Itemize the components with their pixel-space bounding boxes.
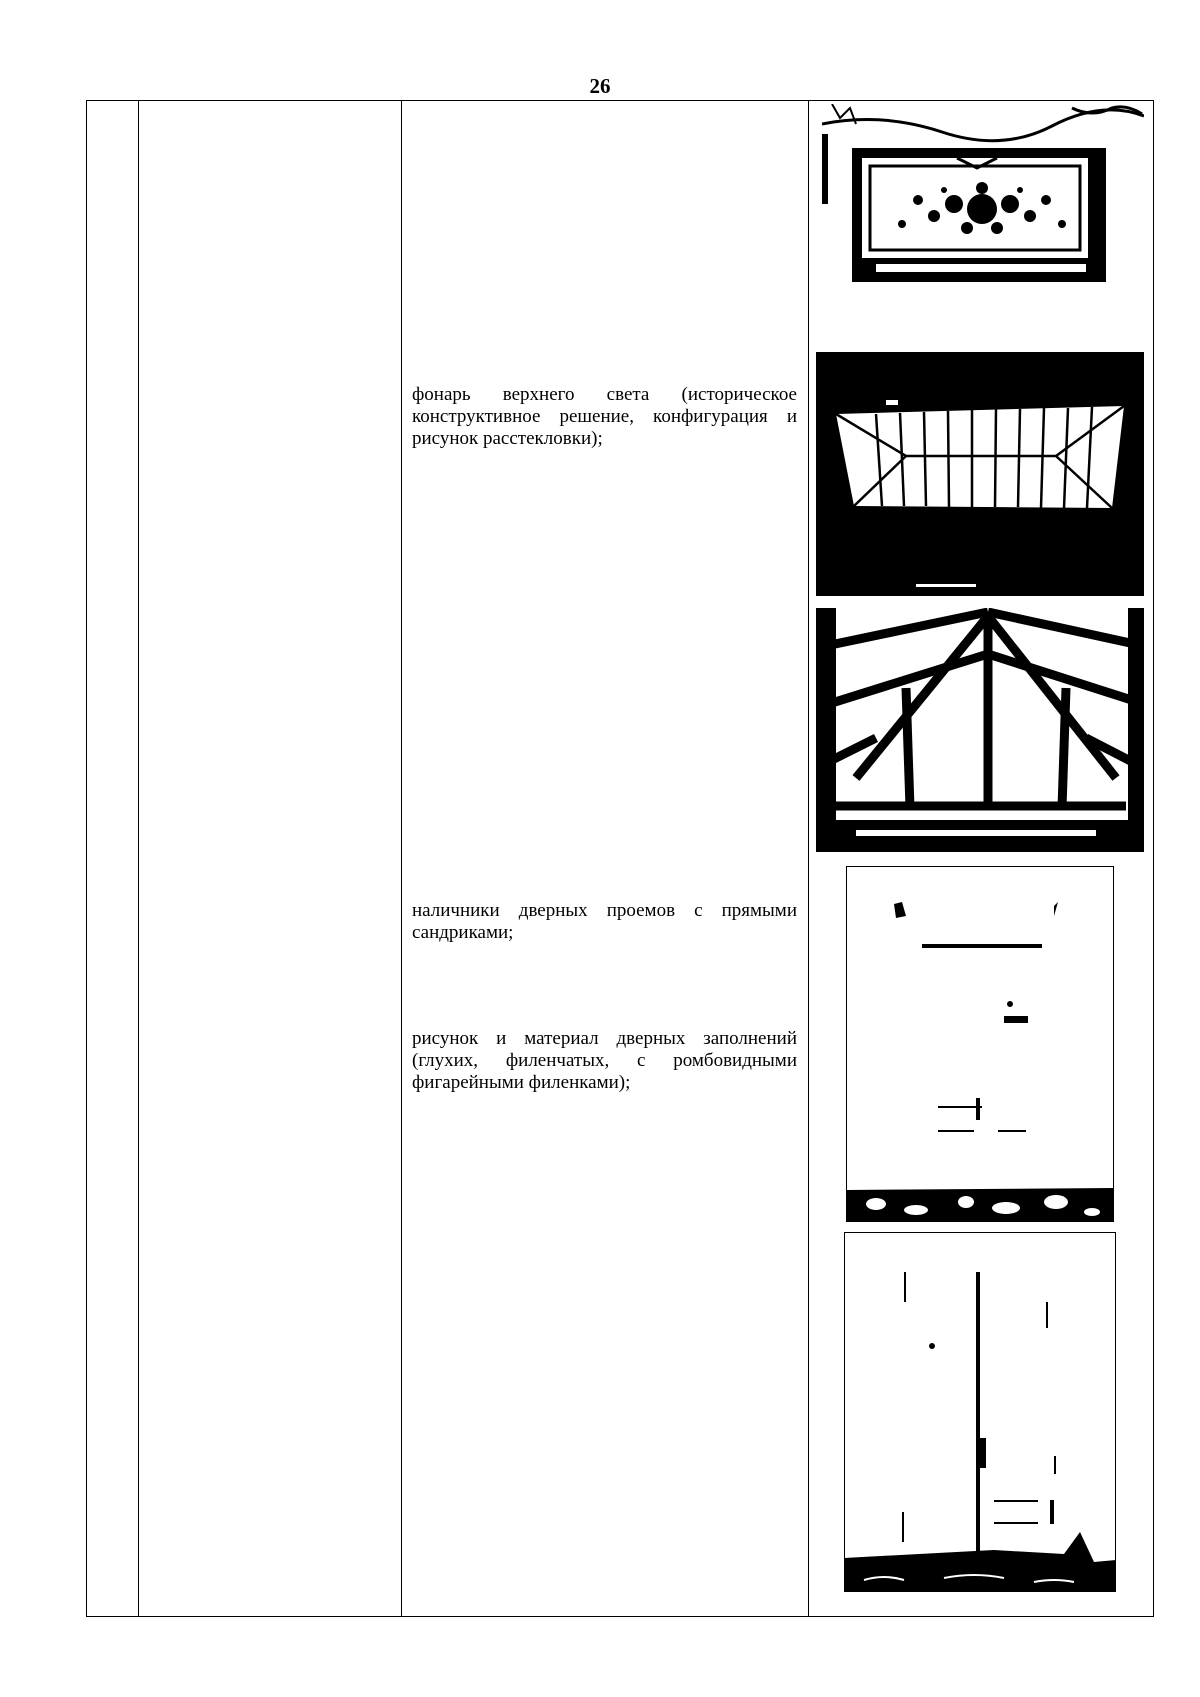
column-divider-3: [808, 100, 809, 1617]
skylight-frame-photo: [816, 608, 1144, 852]
column-divider-2: [401, 100, 402, 1617]
skylight-description: фонарь верхнего света (историческое конструктивное решение, конфигурация и рисунок расстекловки);: [412, 384, 797, 449]
door-panel-photo: [844, 1232, 1116, 1592]
column-divider-1: [138, 100, 139, 1617]
door-filling-description: рисунок и материал дверных заполнений (глухих, филенчатых, с ромбовидными фигарейными филенками);: [412, 1028, 797, 1093]
door-surround-description: наличники дверных проемов с прямыми сандриками;: [412, 900, 797, 943]
ceiling-ornament-photo: [822, 104, 1144, 282]
skylight-photo: [816, 352, 1144, 596]
page-number: 26: [589, 74, 611, 98]
door-surround-photo: [846, 866, 1114, 1222]
